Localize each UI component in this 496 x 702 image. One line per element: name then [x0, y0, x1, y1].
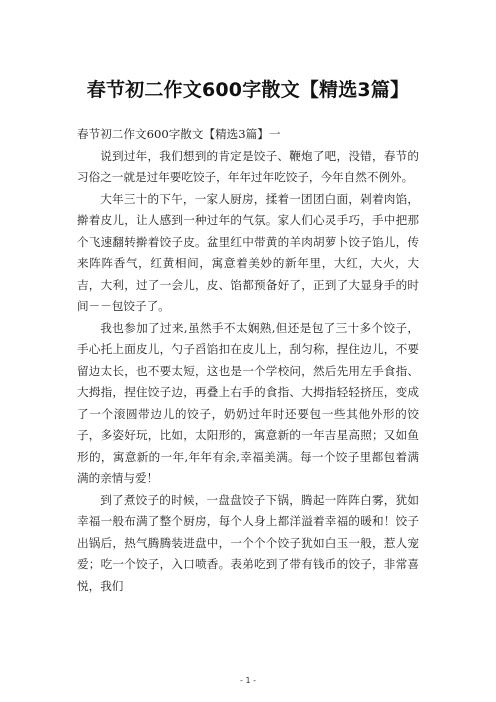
paragraph: 到了煮饺子的时候，一盘盘饺子下锅，腾起一阵阵白雾，犹如幸福一般布满了整个厨房，每个人身上都洋溢着幸福的暖和！饺子出锅后，热气腾腾装进盘中，一个个个饺子犹如白玉一般，惹人宠爱；吃一个饺子，入口喷香。表弟吃到了带有钱币的饺子，非常喜悦，我们 [77, 492, 419, 593]
section-heading: 春节初二作文600字散文【精选3篇】一 [77, 127, 281, 141]
paragraph: 大年三十的下午，一家人厨房，揉着一团团白面，剁着肉馅，擀着皮儿，让人感到一种过年的气氛。家人们心灵手巧，手中把那个飞速翻转擀着饺子皮。盆里红中带黄的羊肉胡萝卜饺子馅儿，传来阵阵香气，红黄相间，寓意着美妙的新年里，大红，大火，大吉，大利，过了一会儿，皮、馅都预备好了，正到了大显身手的时间－－包饺子了。 [77, 191, 419, 313]
paragraph: 我也参加了过来,虽然手不太娴熟,但还是包了三十多个饺子，手心托上面皮儿，勺子舀馅扣在皮儿上，刮匀称，捏住边儿，不要留边太长，也不要太短，这也是一个学校问，然后先用左手食指、大拇指，捏住饺子边，再叠上右手的食指、大拇指轻轻挤压，变成了一个滚圆带边儿的饺子，奶奶过年时还要包一些其他外形的饺子，多姿好玩，比如，太阳形的，寓意新的一年吉星高照；又如鱼形的，寓意新的一年,年年有余,幸福美满。每一个饺子里都包着满满的亲情与爱！ [77, 320, 419, 485]
page-number: - 1 - [240, 676, 256, 685]
document-body [77, 124, 419, 597]
paragraph: 说到过年，我们想到的肯定是饺子、鞭炮了吧，没错，春节的习俗之一就是过年要吃饺子，年年过年吃饺子，今年自然不例外。 [77, 148, 419, 184]
document-title: 春节初二作文600字散文【精选3篇】 [86, 79, 410, 101]
